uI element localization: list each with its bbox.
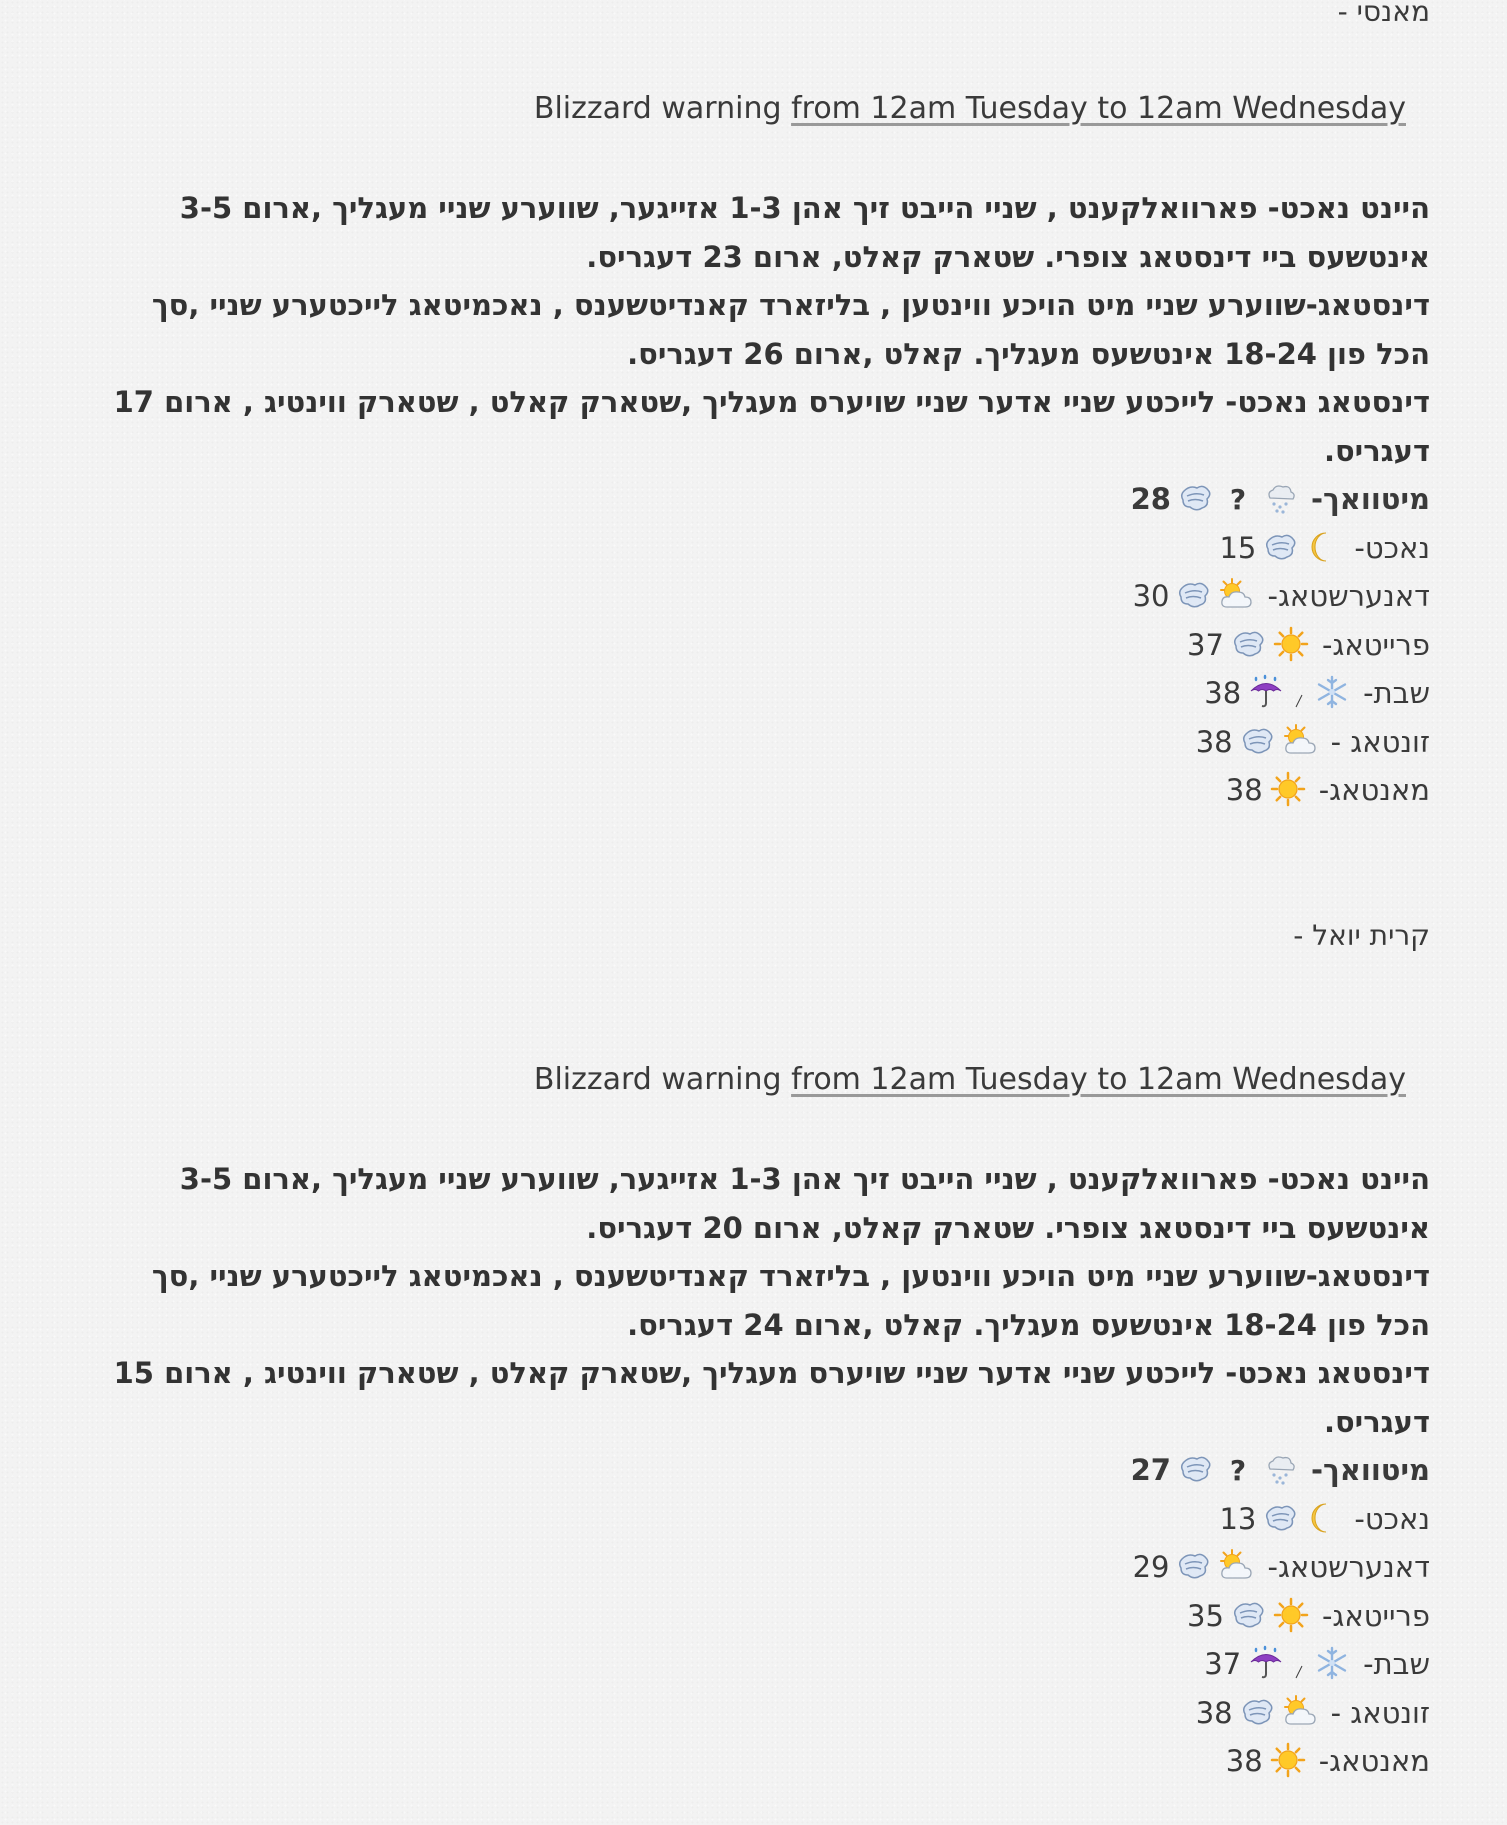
day-label: פרייטאג- bbox=[1321, 627, 1430, 662]
temperature-value: 38 bbox=[1195, 1695, 1233, 1730]
day-forecast-row bbox=[100, 1446, 1430, 1495]
snow-cloud-icon bbox=[1262, 1451, 1298, 1487]
temperature-value: 37 bbox=[1187, 627, 1224, 662]
sun-icon bbox=[1270, 1742, 1306, 1778]
wind-icon bbox=[1263, 1500, 1299, 1536]
question-mark-icon bbox=[1220, 1451, 1256, 1487]
wind-icon bbox=[1240, 1694, 1276, 1730]
daily-forecast-list bbox=[100, 1446, 1430, 1786]
weather-icons bbox=[1173, 1550, 1257, 1584]
day-label: מאנטאג- bbox=[1318, 1744, 1430, 1778]
svg-text:?: ? bbox=[1229, 483, 1247, 516]
day-forecast-row bbox=[100, 1592, 1430, 1641]
day-label: מיטוואך- bbox=[1310, 482, 1430, 516]
sun-behind-cloud-icon bbox=[1282, 723, 1318, 759]
warning-2 bbox=[100, 1058, 1430, 1102]
weather-icons bbox=[1237, 1696, 1321, 1730]
weather-icons bbox=[1173, 579, 1257, 613]
weather-icons bbox=[1260, 531, 1344, 565]
warning-text: Blizzard warning bbox=[533, 1062, 782, 1097]
temperature-value: 38 bbox=[1204, 676, 1242, 710]
snow-cloud-icon bbox=[1262, 480, 1298, 516]
sun-icon bbox=[1273, 626, 1309, 662]
temperature-value: 38 bbox=[1225, 773, 1263, 807]
forecast-1 bbox=[100, 184, 1430, 815]
forecast-paragraph: דינסטאג נאכט- לייכטע שניי אדער שניי שויערס מעגליך ,שטארק קאלט , שטארק ווינטיג , ארום 17 דעגריס. bbox=[113, 385, 1430, 468]
weather-icons bbox=[1175, 482, 1301, 516]
temperature-value: 35 bbox=[1187, 1598, 1224, 1633]
day-forecast-row bbox=[100, 1640, 1430, 1689]
forecast-2 bbox=[100, 1155, 1430, 1786]
weather-icons bbox=[1228, 628, 1312, 662]
forecast-paragraph: היינט נאכט- פארוואלקענט , שניי הייבט זיך אהן 1-3 אזייגער, שווערע שניי מעגליך ,ארום 3-5 אינטשעס ביי דינסטאג צופרי. שטארק קאלט, ארום 20 דעגריס. bbox=[179, 1162, 1430, 1245]
day-label: זונטאג - bbox=[1330, 724, 1430, 759]
day-forecast-row bbox=[100, 475, 1430, 524]
wind-icon bbox=[1263, 529, 1299, 565]
day-forecast-row bbox=[100, 1689, 1430, 1738]
temperature-value: 28 bbox=[1130, 482, 1171, 516]
wind-icon bbox=[1178, 480, 1214, 516]
snowflake-icon bbox=[1314, 1645, 1350, 1681]
day-forecast-row bbox=[100, 1737, 1430, 1786]
temperature-value: 29 bbox=[1132, 1550, 1170, 1584]
day-label: מאנטאג- bbox=[1318, 773, 1430, 807]
temperature-value: 13 bbox=[1219, 1501, 1257, 1536]
day-label: מיטוואך- bbox=[1310, 1453, 1430, 1487]
temperature-value: 30 bbox=[1132, 579, 1170, 613]
warning-time-link[interactable]: from 12am Tuesday to 12am Wednesday bbox=[791, 1062, 1406, 1097]
warning-1 bbox=[100, 87, 1430, 131]
day-forecast-row bbox=[100, 572, 1430, 621]
temperature-value: 15 bbox=[1219, 530, 1257, 565]
forecast-paragraph: דינסטאג-שווערע שניי מיט הויכע ווינטען , בליזארד קאנדיטשענס , נאכמיטאג לייכטערע שניי ,סך הכל פון 18-24 אינטשעס מעגליך. קאלט ,ארום 24 דעגריס. bbox=[151, 1259, 1430, 1342]
forecast-paragraph: דינסטאג-שווערע שניי מיט הויכע ווינטען , בליזארד קאנדיטשענס , נאכמיטאג לייכטערע שניי ,סך הכל פון 18-24 אינטשעס מעגליך. קאלט ,ארום 26 דעגריס. bbox=[151, 288, 1430, 371]
svg-text:?: ? bbox=[1229, 1454, 1247, 1487]
day-forecast-row bbox=[100, 524, 1430, 573]
sun-icon bbox=[1270, 771, 1306, 807]
slash-icon bbox=[1290, 676, 1308, 712]
question-mark-icon bbox=[1220, 480, 1256, 516]
location-2-header bbox=[100, 916, 1430, 956]
slash-icon bbox=[1290, 1647, 1308, 1683]
location-1-header bbox=[100, 0, 1430, 32]
location-title: מאנסי - bbox=[1337, 0, 1430, 28]
snowflake-icon bbox=[1314, 674, 1350, 710]
weather-icons bbox=[1267, 773, 1309, 807]
sun-icon bbox=[1273, 1597, 1309, 1633]
forecast-paragraph: היינט נאכט- פארוואלקענט , שניי הייבט זיך אהן 1-3 אזייגער, שווערע שניי מעגליך ,ארום 3-5 אינטשעס ביי דינסטאג צופרי. שטארק קאלט, ארום 23 דעגריס. bbox=[179, 191, 1430, 274]
weather-icons bbox=[1260, 1502, 1344, 1536]
blizzard-warning bbox=[100, 1058, 1430, 1102]
umbrella-rain-icon bbox=[1248, 1645, 1284, 1681]
wind-icon bbox=[1231, 626, 1267, 662]
wind-icon bbox=[1231, 1597, 1267, 1633]
day-forecast-row bbox=[100, 1495, 1430, 1544]
weather-icons bbox=[1267, 1744, 1309, 1778]
day-forecast-row bbox=[100, 669, 1430, 718]
wind-icon bbox=[1176, 1548, 1212, 1584]
day-label: דאנערשטאג- bbox=[1267, 1550, 1430, 1584]
day-label: דאנערשטאג- bbox=[1267, 579, 1430, 613]
sun-behind-cloud-icon bbox=[1218, 577, 1254, 613]
umbrella-rain-icon bbox=[1248, 674, 1284, 710]
day-forecast-row bbox=[100, 1543, 1430, 1592]
weather-icons bbox=[1245, 1647, 1353, 1681]
temperature-value: 27 bbox=[1130, 1453, 1171, 1487]
temperature-value: 38 bbox=[1225, 1744, 1263, 1778]
weather-icons bbox=[1237, 725, 1321, 759]
weather-icons bbox=[1245, 676, 1353, 710]
crescent-moon-icon bbox=[1305, 1500, 1341, 1536]
weather-icons bbox=[1228, 1599, 1312, 1633]
temperature-value: 38 bbox=[1195, 724, 1233, 759]
temperature-value: 37 bbox=[1204, 1647, 1242, 1681]
sun-behind-cloud-icon bbox=[1282, 1694, 1318, 1730]
weather-icons bbox=[1175, 1453, 1301, 1487]
forecast-paragraph: דינסטאג נאכט- לייכטע שניי אדער שניי שויערס מעגליך ,שטארק קאלט , שטארק ווינטיג , ארום 15 דעגריס. bbox=[113, 1356, 1430, 1439]
wind-icon bbox=[1178, 1451, 1214, 1487]
warning-time-link[interactable]: from 12am Tuesday to 12am Wednesday bbox=[791, 91, 1406, 126]
day-label: שבת- bbox=[1363, 1647, 1430, 1681]
day-forecast-row bbox=[100, 621, 1430, 670]
wind-icon bbox=[1176, 577, 1212, 613]
day-label: זונטאג - bbox=[1330, 1695, 1430, 1730]
day-label: נאכט- bbox=[1354, 530, 1430, 565]
day-label: שבת- bbox=[1363, 676, 1430, 710]
crescent-moon-icon bbox=[1305, 529, 1341, 565]
sun-behind-cloud-icon bbox=[1218, 1548, 1254, 1584]
warning-text: Blizzard warning bbox=[533, 91, 782, 126]
day-forecast-row bbox=[100, 766, 1430, 815]
daily-forecast-list bbox=[100, 475, 1430, 815]
wind-icon bbox=[1240, 723, 1276, 759]
day-forecast-row bbox=[100, 718, 1430, 767]
blizzard-warning bbox=[100, 87, 1430, 131]
day-label: פרייטאג- bbox=[1321, 1598, 1430, 1633]
day-label: נאכט- bbox=[1354, 1501, 1430, 1536]
location-title: קרית יואל - bbox=[1293, 919, 1430, 952]
